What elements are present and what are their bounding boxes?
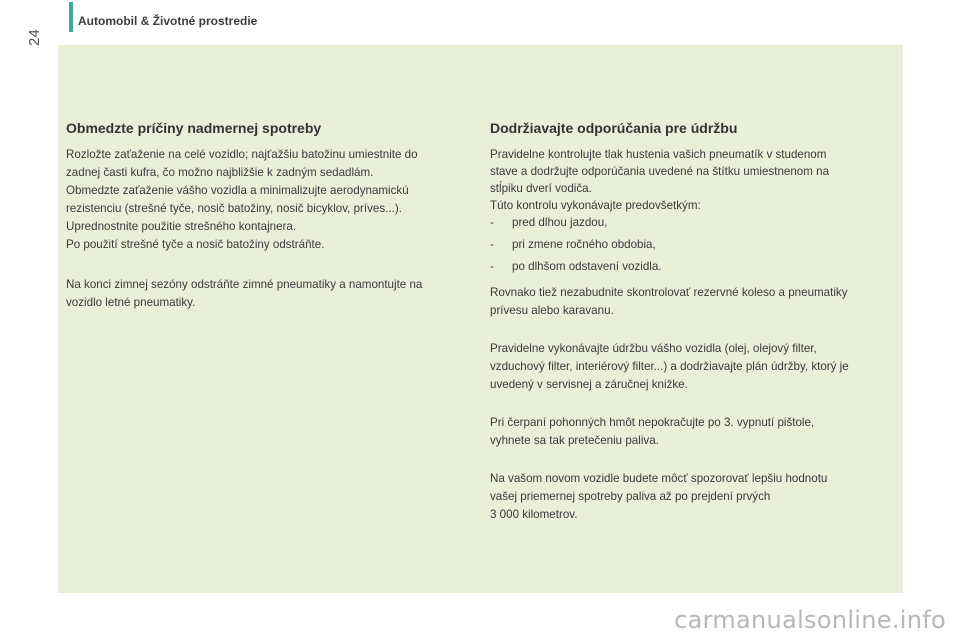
text-line: Rovnako tiež nezabudnite skontrolovať rezervné koleso a pneumatiky	[490, 286, 848, 299]
text-line: Obmedzte zaťaženie vášho vozidla a minimalizujte aerodynamickú	[66, 184, 409, 197]
left-column	[66, 120, 471, 312]
list-item	[490, 258, 895, 276]
chapter-title: Automobil & Životné prostredie	[78, 14, 258, 28]
text-line: Rozložte zaťaženie na celé vozidlo; najťažšiu batožinu umiestnite do	[66, 148, 418, 161]
text-line: zadnej časti kufra, čo možno najbližšie k zadným sedadlám.	[66, 166, 374, 179]
list-item-text: pri zmene ročného obdobia,	[512, 238, 656, 251]
left-paragraph-2	[66, 276, 471, 312]
right-paragraph-2	[490, 284, 895, 320]
right-heading: Dodržiavajte odporúčania pre údržbu	[490, 120, 738, 136]
header-accent-bar	[69, 2, 73, 32]
text-line: vašej priemernej spotreby paliva až po prejdení prvých	[490, 490, 771, 503]
list-item-text: pred dlhou jazdou,	[512, 216, 608, 229]
check-list	[490, 214, 895, 276]
text-line: stave a dodržujte odporúčania uvedené na štítku umiestnenom na	[490, 165, 830, 178]
text-line: Uprednostnite použitie strešného kontajnera.	[66, 220, 297, 233]
dash-marker: -	[490, 216, 494, 229]
list-item	[490, 236, 895, 254]
text-line: rezistenciu (strešné tyče, nosič batožiny, nosič bicyklov, príves...).	[66, 202, 402, 215]
text-line: vyhnete sa tak pretečeniu paliva.	[490, 434, 659, 447]
right-paragraph-3	[490, 340, 895, 394]
text-line: Túto kontrolu vykonávajte predovšetkým:	[490, 199, 701, 212]
text-line: stĺpiku dverí vodiča.	[490, 182, 592, 195]
text-line: Po použití strešné tyče a nosič batožiny odstráňte.	[66, 238, 325, 251]
dash-marker: -	[490, 260, 494, 273]
text-line: vzduchový filter, interiérový filter...) a dodržiavajte plán údržby, ktorý je	[490, 360, 849, 373]
text-line: vozidlo letné pneumatiky.	[66, 296, 196, 309]
dash-marker: -	[490, 238, 494, 251]
right-paragraph-5	[490, 470, 895, 524]
text-line: uvedený v servisnej a záručnej knižke.	[490, 378, 688, 391]
list-item-text: po dlhšom odstavení vozidla.	[512, 260, 662, 273]
watermark: carmanualsonline.info	[674, 606, 946, 634]
text-line: 3 000 kilometrov.	[490, 508, 578, 521]
left-heading: Obmedzte príčiny nadmernej spotreby	[66, 120, 322, 136]
text-line: prívesu alebo karavanu.	[490, 304, 614, 317]
list-item	[490, 214, 895, 232]
right-column	[490, 120, 895, 524]
left-paragraph-1	[66, 146, 471, 254]
text-line: Pravidelne kontrolujte tlak hustenia vašich pneumatík v studenom	[490, 148, 827, 161]
text-line: Na vašom novom vozidle budete môcť spozorovať lepšiu hodnotu	[490, 472, 828, 485]
page-number: 24	[26, 29, 43, 46]
text-line: Pravidelne vykonávajte údržbu vášho vozidla (olej, olejový filter,	[490, 342, 817, 355]
right-paragraph-1	[490, 146, 895, 214]
text-line: Pri čerpaní pohonných hmôt nepokračujte po 3. vypnutí pištole,	[490, 416, 815, 429]
right-paragraph-4	[490, 414, 895, 450]
text-line: Na konci zimnej sezóny odstráňte zimné pneumatiky a namontujte na	[66, 278, 423, 291]
